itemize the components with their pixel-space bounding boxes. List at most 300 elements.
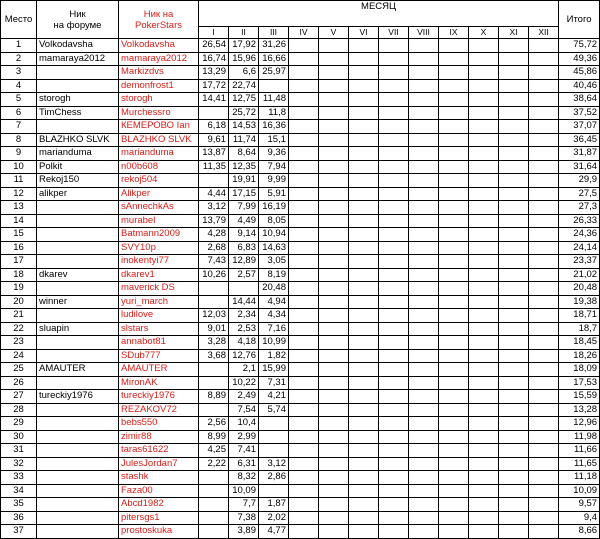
month-value-cell bbox=[349, 336, 379, 350]
month-value-cell bbox=[439, 201, 469, 215]
table-row bbox=[1, 255, 600, 269]
table-row bbox=[1, 457, 600, 471]
month-value-cell bbox=[349, 417, 379, 431]
place-cell: 11 bbox=[1, 174, 37, 188]
month-value-cell bbox=[439, 241, 469, 255]
month-value-cell bbox=[499, 295, 529, 309]
month-value-cell bbox=[499, 322, 529, 336]
forum-nick-cell bbox=[37, 444, 119, 458]
month-value-cell: 3,12 bbox=[199, 201, 229, 215]
forum-nick-cell: TimChess bbox=[37, 106, 119, 120]
month-value-cell: 7,31 bbox=[259, 376, 289, 390]
month-value-cell: 14,63 bbox=[259, 241, 289, 255]
month-value-cell bbox=[409, 160, 439, 174]
place-cell: 36 bbox=[1, 511, 37, 525]
month-value-cell: 4,94 bbox=[259, 295, 289, 309]
month-value-cell bbox=[319, 79, 349, 93]
month-value-cell: 7,16 bbox=[259, 322, 289, 336]
month-value-cell bbox=[199, 498, 229, 512]
month-value-cell bbox=[409, 309, 439, 323]
month-value-cell bbox=[469, 363, 499, 377]
table-row bbox=[1, 282, 600, 296]
forum-nick-cell: Volkodavsha bbox=[37, 39, 119, 53]
month-value-cell bbox=[319, 66, 349, 80]
month-value-cell bbox=[379, 214, 409, 228]
month-value-cell bbox=[349, 241, 379, 255]
month-value-cell bbox=[439, 295, 469, 309]
total-cell: 13,28 bbox=[559, 403, 600, 417]
place-cell: 37 bbox=[1, 525, 37, 539]
place-cell: 6 bbox=[1, 106, 37, 120]
month-value-cell: 11,48 bbox=[259, 93, 289, 107]
ps-nick-cell: zimir88 bbox=[119, 430, 199, 444]
forum-nick-cell: marianduma bbox=[37, 147, 119, 161]
month-value-cell bbox=[469, 403, 499, 417]
month-value-cell bbox=[499, 282, 529, 296]
month-value-cell bbox=[529, 93, 559, 107]
month-value-cell bbox=[319, 417, 349, 431]
month-value-cell bbox=[349, 457, 379, 471]
month-value-cell bbox=[319, 484, 349, 498]
month-value-cell bbox=[439, 417, 469, 431]
month-value-cell bbox=[319, 147, 349, 161]
month-value-cell bbox=[499, 255, 529, 269]
month-value-cell: 3,12 bbox=[259, 457, 289, 471]
month-value-cell bbox=[529, 160, 559, 174]
month-value-cell bbox=[529, 174, 559, 188]
month-value-cell: 17,92 bbox=[229, 39, 259, 53]
month-value-cell bbox=[499, 174, 529, 188]
month-value-cell bbox=[529, 457, 559, 471]
month-value-cell bbox=[499, 336, 529, 350]
month-value-cell bbox=[319, 471, 349, 485]
month-value-cell bbox=[469, 444, 499, 458]
month-value-cell bbox=[499, 241, 529, 255]
month-value-cell bbox=[349, 255, 379, 269]
month-value-cell bbox=[439, 147, 469, 161]
forum-nick-cell bbox=[37, 430, 119, 444]
month-value-cell bbox=[529, 106, 559, 120]
ps-nick-cell: Volkodavsha bbox=[119, 39, 199, 53]
month-value-cell bbox=[289, 66, 319, 80]
ps-nick-cell: AMAUTER bbox=[119, 363, 199, 377]
month-value-cell bbox=[409, 120, 439, 134]
month-value-cell bbox=[319, 457, 349, 471]
month-value-cell bbox=[379, 457, 409, 471]
month-value-cell bbox=[409, 228, 439, 242]
month-value-cell bbox=[349, 106, 379, 120]
month-value-cell bbox=[529, 390, 559, 404]
month-value-cell: 14,44 bbox=[229, 295, 259, 309]
month-value-cell: 20,48 bbox=[259, 282, 289, 296]
ps-nick-cell: murabel bbox=[119, 214, 199, 228]
month-value-cell bbox=[529, 255, 559, 269]
month-value-cell: 4,34 bbox=[259, 309, 289, 323]
month-value-cell bbox=[289, 444, 319, 458]
place-cell: 18 bbox=[1, 268, 37, 282]
total-cell: 18,71 bbox=[559, 309, 600, 323]
place-cell: 29 bbox=[1, 417, 37, 431]
ps-nick-cell: Alikper bbox=[119, 187, 199, 201]
month-value-cell bbox=[409, 295, 439, 309]
month-value-cell bbox=[319, 403, 349, 417]
month-value-cell: 13,79 bbox=[199, 214, 229, 228]
month-value-cell bbox=[199, 484, 229, 498]
table-row bbox=[1, 322, 600, 336]
month-value-cell bbox=[289, 457, 319, 471]
month-value-cell: 8,99 bbox=[199, 430, 229, 444]
month-value-cell bbox=[349, 403, 379, 417]
month-value-cell bbox=[199, 106, 229, 120]
table-row bbox=[1, 147, 600, 161]
place-cell: 16 bbox=[1, 241, 37, 255]
ps-nick-cell: n00b608 bbox=[119, 160, 199, 174]
month-value-cell bbox=[529, 79, 559, 93]
total-cell: 8,66 bbox=[559, 525, 600, 539]
month-value-cell bbox=[529, 52, 559, 66]
month-value-cell: 2,86 bbox=[259, 471, 289, 485]
month-value-cell bbox=[349, 66, 379, 80]
forum-nick-cell: dkarev bbox=[37, 268, 119, 282]
month-value-cell bbox=[349, 52, 379, 66]
month-value-cell bbox=[289, 430, 319, 444]
month-value-cell: 17,15 bbox=[229, 187, 259, 201]
month-value-cell bbox=[499, 79, 529, 93]
total-cell: 18,26 bbox=[559, 349, 600, 363]
month-value-cell bbox=[319, 309, 349, 323]
month-value-cell bbox=[199, 525, 229, 539]
month-value-cell bbox=[469, 66, 499, 80]
month-value-cell: 19,91 bbox=[229, 174, 259, 188]
month-value-cell: 16,74 bbox=[199, 52, 229, 66]
month-value-cell bbox=[529, 241, 559, 255]
ps-nick-cell: marianduma bbox=[119, 147, 199, 161]
month-value-cell bbox=[349, 133, 379, 147]
month-value-cell bbox=[469, 214, 499, 228]
place-cell: 10 bbox=[1, 160, 37, 174]
month-value-cell bbox=[499, 309, 529, 323]
month-value-cell bbox=[289, 187, 319, 201]
table-row bbox=[1, 160, 600, 174]
forum-nick-cell bbox=[37, 79, 119, 93]
month-value-cell: 6,83 bbox=[229, 241, 259, 255]
month-value-cell bbox=[379, 295, 409, 309]
month-value-cell bbox=[529, 363, 559, 377]
place-cell: 24 bbox=[1, 349, 37, 363]
month-value-cell bbox=[289, 322, 319, 336]
forum-nick-cell bbox=[37, 241, 119, 255]
month-value-cell bbox=[379, 525, 409, 539]
table-row bbox=[1, 241, 600, 255]
place-cell: 7 bbox=[1, 120, 37, 134]
month-value-cell bbox=[379, 511, 409, 525]
ps-nick-cell: REZAKOV72 bbox=[119, 403, 199, 417]
ps-nick-cell: bebs550 bbox=[119, 417, 199, 431]
month-header: XI bbox=[499, 27, 529, 39]
month-value-cell bbox=[529, 403, 559, 417]
month-value-cell: 2,22 bbox=[199, 457, 229, 471]
month-value-cell bbox=[289, 390, 319, 404]
month-value-cell: 8,32 bbox=[229, 471, 259, 485]
month-value-cell bbox=[289, 39, 319, 53]
ps-nick-cell: prostoskuka bbox=[119, 525, 199, 539]
month-value-cell bbox=[409, 39, 439, 53]
month-value-cell bbox=[529, 133, 559, 147]
table-row bbox=[1, 52, 600, 66]
month-value-cell bbox=[379, 484, 409, 498]
total-cell: 20,48 bbox=[559, 282, 600, 296]
month-value-cell bbox=[409, 282, 439, 296]
month-header: I bbox=[199, 27, 229, 39]
month-value-cell bbox=[379, 106, 409, 120]
month-value-cell: 9,36 bbox=[259, 147, 289, 161]
month-value-cell bbox=[379, 322, 409, 336]
month-value-cell bbox=[379, 39, 409, 53]
month-value-cell bbox=[199, 471, 229, 485]
month-value-cell bbox=[469, 268, 499, 282]
month-value-cell bbox=[409, 133, 439, 147]
month-value-cell bbox=[409, 106, 439, 120]
month-header: VIII bbox=[409, 27, 439, 39]
forum-nick-cell: AMAUTER bbox=[37, 363, 119, 377]
table-row bbox=[1, 417, 600, 431]
month-value-cell bbox=[529, 336, 559, 350]
month-value-cell bbox=[349, 187, 379, 201]
month-value-cell bbox=[379, 52, 409, 66]
month-value-cell bbox=[469, 187, 499, 201]
month-value-cell bbox=[349, 525, 379, 539]
month-value-cell: 1,87 bbox=[259, 498, 289, 512]
month-value-cell bbox=[379, 349, 409, 363]
month-value-cell: 10,99 bbox=[259, 336, 289, 350]
month-header: IV bbox=[289, 27, 319, 39]
ps-nick-cell: КЕМЕРОВО Ian bbox=[119, 120, 199, 134]
month-value-cell: 10,26 bbox=[199, 268, 229, 282]
month-value-cell bbox=[409, 511, 439, 525]
place-cell: 32 bbox=[1, 457, 37, 471]
month-value-cell bbox=[379, 282, 409, 296]
month-value-cell bbox=[529, 484, 559, 498]
month-value-cell bbox=[469, 228, 499, 242]
ps-nick-cell: MironAK bbox=[119, 376, 199, 390]
table-row bbox=[1, 349, 600, 363]
month-value-cell: 9,99 bbox=[259, 174, 289, 188]
month-value-cell bbox=[349, 214, 379, 228]
month-value-cell bbox=[409, 471, 439, 485]
month-value-cell bbox=[379, 363, 409, 377]
forum-nick-cell bbox=[37, 336, 119, 350]
month-value-cell bbox=[439, 498, 469, 512]
ps-nick-cell: rekoj504 bbox=[119, 174, 199, 188]
total-cell: 37,07 bbox=[559, 120, 600, 134]
month-value-cell bbox=[469, 160, 499, 174]
month-value-cell bbox=[469, 255, 499, 269]
month-value-cell bbox=[379, 255, 409, 269]
place-cell: 34 bbox=[1, 484, 37, 498]
month-value-cell bbox=[499, 133, 529, 147]
month-value-cell bbox=[469, 133, 499, 147]
month-value-cell bbox=[289, 93, 319, 107]
month-value-cell: 10,22 bbox=[229, 376, 259, 390]
month-value-cell bbox=[319, 39, 349, 53]
month-value-cell: 15,99 bbox=[259, 363, 289, 377]
month-value-cell bbox=[499, 484, 529, 498]
month-value-cell bbox=[379, 187, 409, 201]
month-value-cell bbox=[349, 349, 379, 363]
month-value-cell bbox=[289, 228, 319, 242]
month-value-cell bbox=[259, 484, 289, 498]
month-value-cell bbox=[199, 403, 229, 417]
ps-nick-cell: storogh bbox=[119, 93, 199, 107]
month-value-cell bbox=[349, 430, 379, 444]
month-value-cell bbox=[349, 93, 379, 107]
place-cell: 2 bbox=[1, 52, 37, 66]
month-value-cell: 7,41 bbox=[229, 444, 259, 458]
month-value-cell bbox=[439, 484, 469, 498]
month-header: X bbox=[469, 27, 499, 39]
month-value-cell bbox=[469, 349, 499, 363]
month-value-cell bbox=[379, 417, 409, 431]
month-value-cell bbox=[409, 174, 439, 188]
ps-nick-cell: pitersgs1 bbox=[119, 511, 199, 525]
month-value-cell bbox=[289, 484, 319, 498]
month-value-cell: 26,54 bbox=[199, 39, 229, 53]
place-cell: 1 bbox=[1, 39, 37, 53]
table-row bbox=[1, 79, 600, 93]
month-header: II bbox=[229, 27, 259, 39]
place-cell: 28 bbox=[1, 403, 37, 417]
total-cell: 49,36 bbox=[559, 52, 600, 66]
total-cell: 18,09 bbox=[559, 363, 600, 377]
table-body bbox=[1, 39, 600, 539]
month-value-cell bbox=[349, 147, 379, 161]
month-value-cell bbox=[439, 52, 469, 66]
table-row bbox=[1, 268, 600, 282]
month-value-cell bbox=[529, 511, 559, 525]
month-value-cell: 3,89 bbox=[229, 525, 259, 539]
month-value-cell bbox=[469, 241, 499, 255]
month-value-cell: 4,28 bbox=[199, 228, 229, 242]
month-value-cell bbox=[499, 106, 529, 120]
table-row bbox=[1, 498, 600, 512]
month-value-cell bbox=[289, 106, 319, 120]
month-value-cell bbox=[349, 228, 379, 242]
month-value-cell bbox=[529, 322, 559, 336]
month-value-cell bbox=[319, 174, 349, 188]
month-value-cell bbox=[439, 39, 469, 53]
table-row bbox=[1, 201, 600, 215]
month-value-cell bbox=[319, 187, 349, 201]
month-value-cell bbox=[349, 295, 379, 309]
month-value-cell bbox=[529, 268, 559, 282]
table-row bbox=[1, 484, 600, 498]
month-value-cell bbox=[379, 376, 409, 390]
month-value-cell: 2,49 bbox=[229, 390, 259, 404]
month-value-cell bbox=[529, 120, 559, 134]
month-value-cell bbox=[289, 52, 319, 66]
month-value-cell bbox=[529, 295, 559, 309]
month-value-cell bbox=[289, 201, 319, 215]
month-value-cell: 14,53 bbox=[229, 120, 259, 134]
place-cell: 31 bbox=[1, 444, 37, 458]
table-row bbox=[1, 309, 600, 323]
total-cell: 11,65 bbox=[559, 457, 600, 471]
place-cell: 13 bbox=[1, 201, 37, 215]
month-value-cell bbox=[469, 430, 499, 444]
table-row bbox=[1, 336, 600, 350]
table-row bbox=[1, 376, 600, 390]
month-value-cell bbox=[199, 511, 229, 525]
month-value-cell bbox=[499, 444, 529, 458]
month-value-cell bbox=[499, 201, 529, 215]
month-value-cell: 7,43 bbox=[199, 255, 229, 269]
forum-nick-cell bbox=[37, 120, 119, 134]
ps-nick-cell: dkarev1 bbox=[119, 268, 199, 282]
month-value-cell bbox=[199, 295, 229, 309]
month-value-cell bbox=[499, 147, 529, 161]
month-value-cell: 25,72 bbox=[229, 106, 259, 120]
month-value-cell bbox=[319, 120, 349, 134]
month-value-cell: 15,1 bbox=[259, 133, 289, 147]
place-cell: 19 bbox=[1, 282, 37, 296]
month-value-cell bbox=[259, 417, 289, 431]
month-value-cell bbox=[289, 309, 319, 323]
month-value-cell bbox=[469, 295, 499, 309]
month-value-cell: 12,76 bbox=[229, 349, 259, 363]
month-value-cell bbox=[349, 390, 379, 404]
month-value-cell: 16,66 bbox=[259, 52, 289, 66]
month-value-cell: 4,77 bbox=[259, 525, 289, 539]
month-value-cell bbox=[439, 457, 469, 471]
month-value-cell bbox=[289, 471, 319, 485]
month-value-cell bbox=[469, 484, 499, 498]
header-month: МЕСЯЦ bbox=[199, 1, 559, 27]
month-value-cell bbox=[439, 525, 469, 539]
ps-nick-cell: Murchessro bbox=[119, 106, 199, 120]
month-value-cell bbox=[319, 349, 349, 363]
month-value-cell bbox=[289, 525, 319, 539]
total-cell: 17,53 bbox=[559, 376, 600, 390]
month-value-cell: 4,44 bbox=[199, 187, 229, 201]
ps-nick-cell: annabot81 bbox=[119, 336, 199, 350]
month-value-cell bbox=[349, 268, 379, 282]
ps-nick-cell: Batmann2009 bbox=[119, 228, 199, 242]
total-cell: 23,37 bbox=[559, 255, 600, 269]
header-forum-nick bbox=[37, 1, 119, 39]
month-value-cell bbox=[349, 309, 379, 323]
month-value-cell bbox=[409, 349, 439, 363]
month-value-cell bbox=[469, 498, 499, 512]
ps-nick-cell: JulesJordan7 bbox=[119, 457, 199, 471]
ps-nick-cell: demonfrost1 bbox=[119, 79, 199, 93]
ps-nick-cell: mamaraya2012 bbox=[119, 52, 199, 66]
month-value-cell bbox=[439, 322, 469, 336]
month-value-cell: 5,74 bbox=[259, 403, 289, 417]
forum-nick-cell: BLAZHKO SLVK bbox=[37, 133, 119, 147]
month-value-cell bbox=[349, 471, 379, 485]
month-value-cell bbox=[469, 174, 499, 188]
month-header: VI bbox=[349, 27, 379, 39]
month-value-cell: 11,8 bbox=[259, 106, 289, 120]
month-value-cell bbox=[469, 309, 499, 323]
month-value-cell bbox=[289, 268, 319, 282]
month-value-cell bbox=[529, 147, 559, 161]
month-value-cell bbox=[289, 147, 319, 161]
month-value-cell bbox=[439, 268, 469, 282]
month-value-cell bbox=[469, 52, 499, 66]
month-value-cell bbox=[379, 147, 409, 161]
month-value-cell bbox=[289, 336, 319, 350]
